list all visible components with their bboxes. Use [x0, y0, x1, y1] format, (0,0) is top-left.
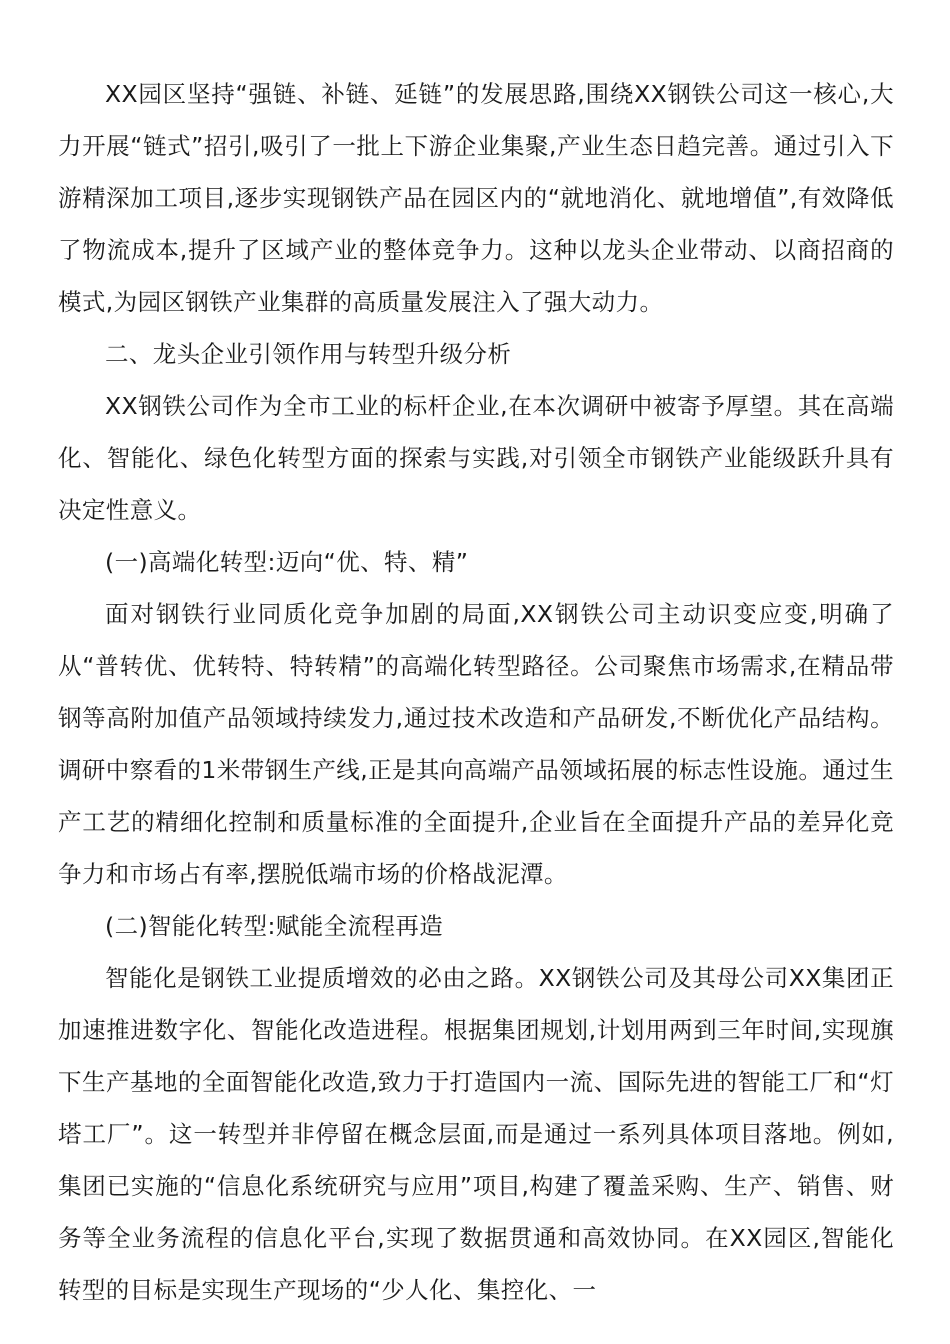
paragraph-park-chain-strategy: XX园区坚持“强链、补链、延链”的发展思路,围绕XX钢铁公司这一核心,大力开展“链式”招引,吸引了一批上下游企业集聚,产业生态日趋完善。通过引入下游精深加工项目,逐步实现钢铁产品在园区内的“就地消化、就地增值”,有效降低了物流成本,提升了区域产业的整体竞争力。这种以龙头企业带动、以商招商的模式,为园区钢铁产业集群的高质量发展注入了强大动力。 — [58, 80, 894, 316]
paragraph-high-end-transformation: 面对钢铁行业同质化竞争加剧的局面,XX钢铁公司主动识变应变,明确了从“普转优、优转特、特转精”的高端化转型路径。公司聚焦市场需求,在精品带钢等高附加值产品领域持续发力,通过技术改造和产品研发,不断优化产品结构。调研中察看的1米带钢生产线,正是其向高端产品领域拓展的标志性设施。通过生产工艺的精细化控制和质量标准的全面提升,企业旨在全面提升产品的差异化竞争力和市场占有率,摆脱低端市场的价格战泥潭。 — [58, 600, 894, 888]
paragraph-steel-company-benchmark: XX钢铁公司作为全市工业的标杆企业,在本次调研中被寄予厚望。其在高端化、智能化、绿色化转型方面的探索与实践,对引领全市钢铁产业能级跃升具有决定性意义。 — [58, 392, 894, 524]
paragraph-intelligent-transformation: 智能化是钢铁工业提质增效的必由之路。XX钢铁公司及其母公司XX集团正加速推进数字化、智能化改造进程。根据集团规划,计划用两到三年时间,实现旗下生产基地的全面智能化改造,致力于打造国内一流、国际先进的智能工厂和“灯塔工厂”。这一转型并非停留在概念层面,而是通过一系列具体项目落地。例如,集团已实施的“信息化系统研究与应用”项目,构建了覆盖采购、生产、销售、财务等全业务流程的信息化平台,实现了数据贯通和高效协同。在XX园区,智能化转型的目标是实现生产现场的“少人化、集控化、一 — [58, 964, 894, 1304]
subheading-intelligent-transformation: (二)智能化转型:赋能全流程再造 — [105, 912, 444, 940]
subheading-high-end-transformation: (一)高端化转型:迈向“优、特、精” — [105, 548, 469, 576]
document-page — [58, 68, 894, 1316]
section-heading-leading-enterprise: 二、龙头企业引领作用与转型升级分析 — [105, 340, 512, 368]
